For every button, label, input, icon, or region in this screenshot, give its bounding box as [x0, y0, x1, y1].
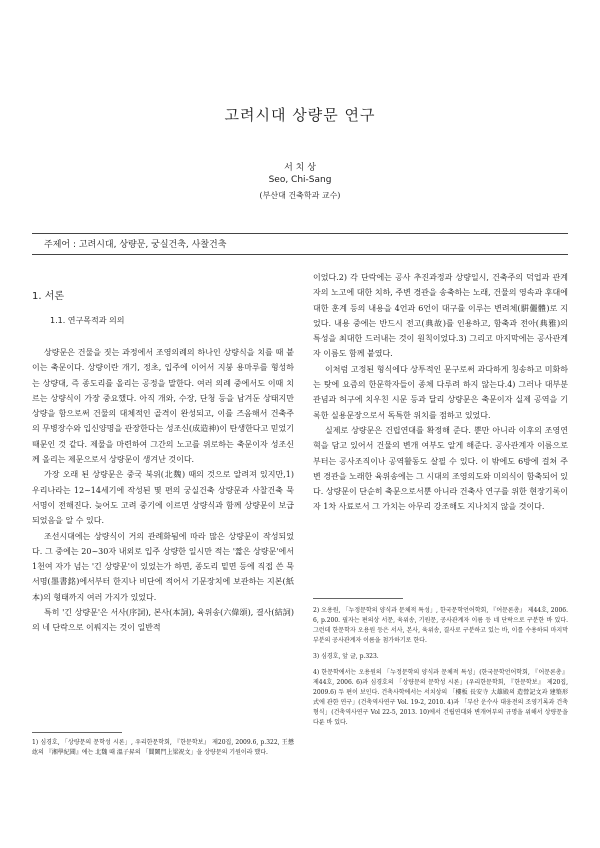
footnote: 4) 한문학에서는 오용원의 「누정문학의 양식과 문체적 특성」(한국문학언어학회, 『어문론총』 제44호, 2006. 6)과 심경호의 「상량문의 문학성 시론」(우리한문학회, 『한문학보』 제20집, 2009.6) 두 편이 보인다. 건축사학에서는 서치상의 「樓板 長安寺 大雄殿의 造營記文과 建築形式에 관한 연구」(건축역사연구 Vol. 19-2, 2010. 4)과 「부산 운수사 대웅전의 조영기록과 건축형식」(건축역사연구 Vol 22-5, 2013. 10)에서 건립연대와 변개여부의 규명을 위해서 상량문을 다룬 바 있다. — [313, 669, 568, 726]
left-paragraph: 특히 '긴 상량문'은 서사(序詞), 본사(本詞), 육위송(六偉頌), 결사(結詞)의 네 단락으로 이뤄지는 것이 일반적 — [32, 608, 294, 633]
section-heading: 1. 서론 — [32, 291, 65, 302]
left-paragraph: 가장 오래 된 상량문은 중국 북위(北魏) 때의 것으로 알려져 있지만,1) 우리나라는 12~14세기에 작성된 몇 편의 궁실건축 상량문과 사찰건축 묵서명이 전해진다. 늦어도 고려 중기에 이르면 상량식과 함께 상량문이 보급되었음을 알 수 있다. — [32, 470, 294, 526]
right-column-body — [313, 270, 568, 515]
right-paragraph: 실제로 상량문은 건립연대를 확정해 준다. 뿐만 아니라 이후의 조영연혁을 담고 있어서 건물의 변개 여부도 알게 해준다. 공사관계자 이름으로부터는 공사조직이나 공역활동도 살필 수 있다. 이 밖에도 6방에 걸쳐 주변 경관을 노래한 육위송에는 그 시대의 조영의도와 미의식이 함축되어 있다. 상량문이 단순히 축문으로서뿐 아니라 건축사 연구를 위한 현장기록이자 1차 사료로서 그 가치는 아무리 강조해도 지나치지 않을 것이다. — [313, 425, 568, 512]
author-affiliation: (부산대 건축학과 교수) — [259, 191, 341, 200]
footnote: 2) 오용원, 「누정문학의 양식과 문체적 특성」, 한국문학언어학회, 『어문론총』 제44호, 2006. 6, p.200. 필자는 편의상 서문, 육위송, 기원문, 공사관계자 이름 등 네 단락으로 구분한 바 있다. 그런데 한문학자 오용원 등은 서사, 본사, 육위송, 결사로 구분하고 있는 바, 이를 수용하되 마지막 부분의 공사관계자 이름을 첨가하기로 한다. — [313, 607, 568, 644]
left-paragraph: 상량문은 건물을 짓는 과정에서 조영의례의 하나인 상량식을 치를 때 붙이는 축문이다. 상량이란 개기, 정초, 입주에 이어서 지붕 용마루를 형성하는 상량대, 즉 종도리를 올리는 공정을 말한다. 여러 의례 중에서도 이때 치르는 상량식이 가장 중요했다. 아직 개와, 수장, 단청 등을 남겨둔 상태지만 상량을 함으로써 건물의 대체적인 골격이 완성되고, 이를 즈음해서 건축주의 무병장수와 입신양명을 관장한다는 성조신(成造神)이 탄생한다고 믿었기 때문인 것 같다. 제물을 마련하여 그간의 노고를 위로하는 축문이자 성조신께 올리는 제문으로서 상량문이 생겨난 것이다. — [32, 348, 294, 465]
footnotes-right — [313, 606, 568, 734]
right-paragraph: 이었다.2) 각 단락에는 공사 추진과정과 상량일시, 건축주의 덕업과 관계자의 노고에 대한 치하, 주변 경관을 송축하는 노래, 건물의 영속과 후대에 대한 훈계 등의 내용을 4언과 6언이 대구를 이루는 변려체(騈儷體)로 지었다. 내용 중에는 반드시 전고(典故)를 인용하고, 함축과 전아(典雅)의 특성을 최대한 드러내는 것이 원칙이었다.3) 그리고 마지막에는 공사관계자 이름도 함께 붙였다. — [313, 273, 568, 359]
paper-title: 고려시대 상량문 연구 — [224, 106, 376, 124]
footnotes-left — [32, 738, 294, 764]
author-name-korean: 서 치 상 — [284, 163, 316, 173]
keywords-box: 주제어 : 고려시대, 상량문, 궁실건축, 사찰건축 — [32, 233, 568, 255]
author-name-english: Seo, Chi-Sang — [268, 175, 332, 185]
footnote-divider-right — [313, 598, 403, 599]
footnote-divider-left — [32, 732, 122, 733]
left-column-body — [32, 345, 294, 636]
footnote: 1) 심경호, 「상량문의 문학성 시론」, 우리한문학회, 『한문학보』 제20집, 2009.6, p.322, 王懋竑의 『湘學紀聞』에는 北魏 때 溫子昇의 「閶闔門上梁祝文」을 상량문의 기원이라 했다. — [32, 739, 294, 756]
left-paragraph: 조선시대에는 상량식이 거의 관례화됨에 따라 많은 상량문이 작성되었다. 그 중에는 20~30자 내외로 입주 상량한 일시만 적는 '짧은 상량문'에서 1천여 자가 넘는 '긴 상량문'이 있었는가 하면, 종도리 밑면 등에 직접 쓴 묵서명(墨書銘)에서부터 한지나 비단에 적어서 기문장치에 보관하는 지본(紙本)의 형태까지 여러 가지가 있었다. — [32, 531, 294, 602]
footnote: 3) 심경호, 앞 글, p.323. — [313, 653, 379, 660]
subsection-heading: 1.1. 연구목적과 의의 — [50, 316, 125, 325]
right-paragraph: 이처럼 고정된 형식에다 상투적인 문구로써 과다하게 칭송하고 미화하는 탓에 요즘의 한문학자들이 종체 다루려 하지 않는다.4) 그러나 대부분 관념과 허구에 치우친 시문 등과 달리 상량문은 축문이자 실제 공역을 기록한 실용문장으로서 독특한 위치를 점하고 있었다. — [313, 364, 568, 420]
